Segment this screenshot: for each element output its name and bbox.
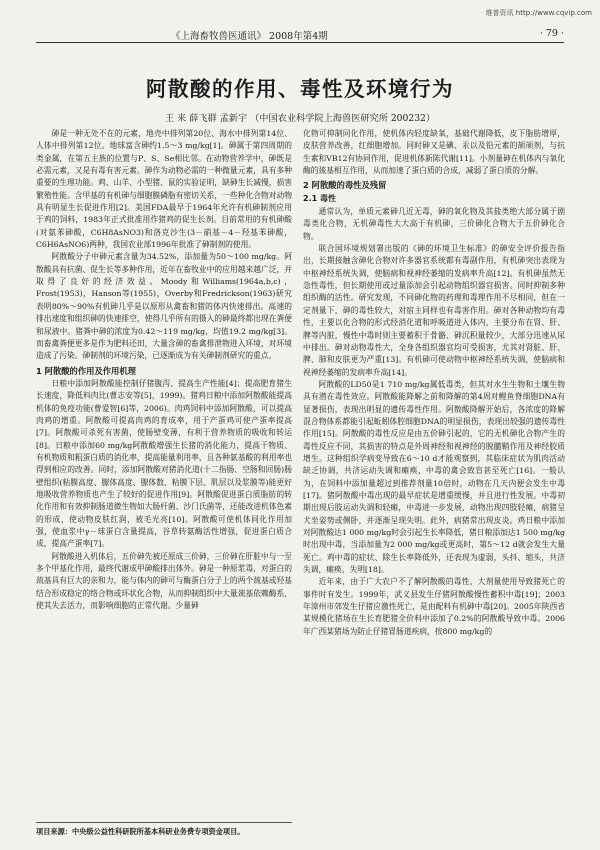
article-title: 阿散酸的作用、毒性及环境行为 xyxy=(146,77,454,101)
body-paragraph: 近年来，由于广大农户不了解阿散酸的毒性，大剂量使用导致猪死亡的事件时有发生。1999年，武义县发生仔猪阿散酸慢性蓄积中毒[19]；2003年漳州市郊发生仔猪应激性死亡，是由配料有机砷中毒[20]。2005年陕西省某规模化猪场在生长育肥猪全价料中添加了0.2%的阿散酸导致中毒。2006年广西某猪场为防止仔猪胃肠道疾病，按800 mg/kg的 xyxy=(303,577,565,636)
author-affiliation: 王 来 薛飞群 孟新宇 （中国农业科学院上海兽医研究所 200232） xyxy=(164,113,436,124)
journal-issue: 《上海畜牧兽医通讯》 2008年第4期 xyxy=(171,31,328,42)
body-paragraph: 砷是一种无处不在的元素，地壳中排列第20位、海水中排列第14位、人体中排列第12位。地球富含砷约1.5～3 mg/kg[1]。砷属于第四周期的类金属，在第五主族的位置与P、S、Se相比邻。在动物营养学中，砷既是必需元素，又是有毒有害元素。砷作为动物必需的一种微量元素，具有多种重要的生理功能。鸡、山羊、小型猪、鼠的实验证明，缺砷生长减慢，损害繁殖性能。含甲基的有机砷与细胞膜磷脂有密切关系，一些种化合物对动物具有明显生长促进作用[2]。美国FDA最早于1964年允许有机砷制剂应用于鸡的饲料，1983年正式批准用作猪鸡的促生长剂。目前常用的有机砷酸(对氨苯砷酸，C6H8AsNO3)和洛克沙生(3－硝基－4－羟基苯砷酸，C6H6AsNO6)两种，我国农业部1996年批准了砷制剂的使用。 xyxy=(36,129,292,250)
funding-footnote: 项目来源：中央级公益性科研院所基本科研业务费专项资金项目。 xyxy=(36,822,292,837)
body-column-left xyxy=(36,128,292,612)
body-paragraph: 阿散酸分子中砷元素含量为34.52%，添加量为50～100 mg/kg。阿散酸具有抗菌、促生长等多种作用，近年在畜牧业中的应用越来越广泛，并取得了良好的经济效益。Moody和Williams(1964a,b,c)，Frost(1953)，Hanson等(1955)，Overby和Fredrickson(1963)研究表明80%～90%有机砷几乎是以原形从禽畜和猪的体内快速排出。高速的排出速度和组织砷的快速排空，使得几乎所有的摄入的砷最终都出现在粪便和尿液中。猪粪中砷的浓度为0.42～119 mg/kg，均值19.2 mg/kg[3]。而畜禽粪便更多是作为肥料还田，大量含砷的畜禽排泄物进入环境，对环境造成了污染。砷制剂的环境污染，已逐渐成为有关砷制剂研究的重点。 xyxy=(36,252,292,361)
page-number: · 79 · xyxy=(539,28,564,39)
body-paragraph: 日粮中添加阿散酸能控制仔猪腹泻、提高生产性能[4]；提高肥育猪生长速度，降低料肉比(曹志安等[5]，1999)。猪鸡日粮中添加阿散酸能提高机体的免疫功能(曹爱智[6]等，2006)。肉鸡饲料中添加阿散酸，可以提高肉鸡的增重。阿散酸可提高肉鸡的育成率，用于产蛋鸡可使产蛋率提高[7]。阿散酸可杀死有害菌，使肠壁变薄，有利于营养物质的吸收和转运[8]。日粮中添加60 mg/kg阿散酸增强生长猪的消化能力，提高干物质、有机物质和粗蛋白质的消化率，提高能量利用率，且各种氨基酸的利用率也得到相应的改善。同时，添加阿散酸对猪消化道(十二指肠、空肠和回肠)肠壁组织(粘膜高度、腺体高度、腺体数、粘膜下层、肌层以及浆膜等)能更好地吸收营养物质也产生了较好的促进作用[9]。阿散酸促进蛋白质脂肪的转化作用和有效抑制肠道微生物如大肠杆菌、沙门氏菌等，还能改进机体色素的形成，使动物皮肤红润，被毛光亮[10]。阿散酸可使机体同化作用加强，使血浆中γ－球蛋白含量提高，谷草转氨酶活性增强，促进蛋白质合成，提高产蛋率[7]。 xyxy=(36,378,292,549)
body-paragraph: 阿散酸进入机体后，五价砷先被还原成三价砷，三价砷在肝脏中与一至多个甲基化作用，最终代谢成甲砷酸排出体外。砷是一种原浆毒，对蛋白的巯基具有巨大的亲和力，能与体内的砷可与酶蛋白分子上的两个巯基或羟基结合形成稳定的络合物或环状化合物，从而抑制组织中大量巯基依赖酶系，使其失去活力，而影响细胞的正常代谢。少量砷 xyxy=(36,551,292,611)
body-paragraph: 阿散酸的LD50是1 710 mg/kg属低毒类，但其对水生生物和土壤生物具有潜在毒性效应。阿散酸能降解之前和降解的第4周对鲤鱼脊细胞DNA有显著损伤，表现出明显的遗传毒性作用。阿散酸降解开始后，各浓度的降解混合物体系都能引起蚯蚓体腔细胞DNA的明显损伤，表现出较强的遗传毒性作用[15]。阿散酸的毒性反应是由五价砷引起的，它的无机砷化合物产生的毒性反应不同，其损害的特点是外周神经和视神经的脱髓鞘作用及神经胶质增生。这种组织学病变导致在6～10 d才能观察到，其临床症状为肌肉活动缺乏协调，共济运动失调和瘫痪，中毒的禽会致盲甚至死亡[16]。一般认为，在饲料中添加量超过到推荐剂量10倍时，动物在几天内便会发生中毒[17]。猪阿散酸中毒出现的最早症状是增重缓慢，并且进行性发展。中毒初期出现后肢运动失调和轻瘫，中毒进一步发展，动物出现四肢轻瘫，病猪呈犬坐姿势或侧卧，并逐渐呈现失明。此外，病猪常出现皮炎。鸡日粮中添加对阿散酸达1 000 mg/kg时会引起生长率降低，猪日粮添加达1 500 mg/kg时出现中毒，当添加量为2 000 mg/kg或更高时，第5～12 d就会发生大量死亡。鸡中毒的症状、除生长率降低外，还表现为虚弱，头抖、缩头，共济失调，瘫痪，失明[18]。 xyxy=(303,379,565,575)
subsection-heading: 2.1 毒性 xyxy=(303,193,336,203)
body-paragraph: 化物可抑制同化作用，使机体内轻度缺氧，基础代谢降低，皮下脂肪增厚，皮肤营养改善，红细胞增加。同时砷又是碘、汞以及铅元素的颉颃剂，与抗生素和VB12有协同作用，促进机体新陈代谢[11]。小剂量砷在机体内与氧化酶的巯基相互作用，从而加速了蛋白质的合成，减弱了蛋白质的分解。 xyxy=(303,129,565,176)
section-heading: 2 阿散酸的毒性及残留 xyxy=(303,180,387,191)
body-paragraph: 通常认为，单质元素砷几近无毒，砷的氧化物及其盐类绝大部分属于剧毒类化合物，无机砷毒性大大高于有机砷，三价砷化合物大于五价砷化合物。 xyxy=(303,207,565,241)
running-header xyxy=(36,26,564,43)
site-watermark: 维普资讯 http://www.cqvip.com xyxy=(485,9,592,17)
body-column-right xyxy=(303,128,565,638)
section-heading: 1 阿散酸的作用及作用机理 xyxy=(36,365,136,376)
body-paragraph: 联合国环境规划署出版的《砷的环境卫生标准》的砷安全评价报告指出，长期接触含砷化合物对许多器官系统都有毒副作用，有机砷突出表现为中枢神经系统失调，使脑病和视神经萎缩的发病率升高[12]。有机砷虽然无急性毒性，但长期使用或过量添加会引起动物组织器官损害。同时抑制多种组织酶的活性。研究发现，不同砷化物的药理和毒理作用不尽相同，但在一定剂量下，砷的毒性较大，对宿主同样也有毒害作用。砷对各种动物均有毒性，主要以化合物的形式经消化道和呼吸道进入体内，主要分布在肾、肝、脾等内脏，慢性中毒时则主要蓄积于骨骼、砷沉积量较少，大部分迅速从尿中排出。砷对动物毒性大，全身各组织器官均可受损害，尤其对肾脏、肝、脾、肺和皮肤更为严重[13]。有机砷可使动物中枢神经系统失调，使脑病和视神经萎缩的发病率升高[14]。 xyxy=(303,244,565,377)
